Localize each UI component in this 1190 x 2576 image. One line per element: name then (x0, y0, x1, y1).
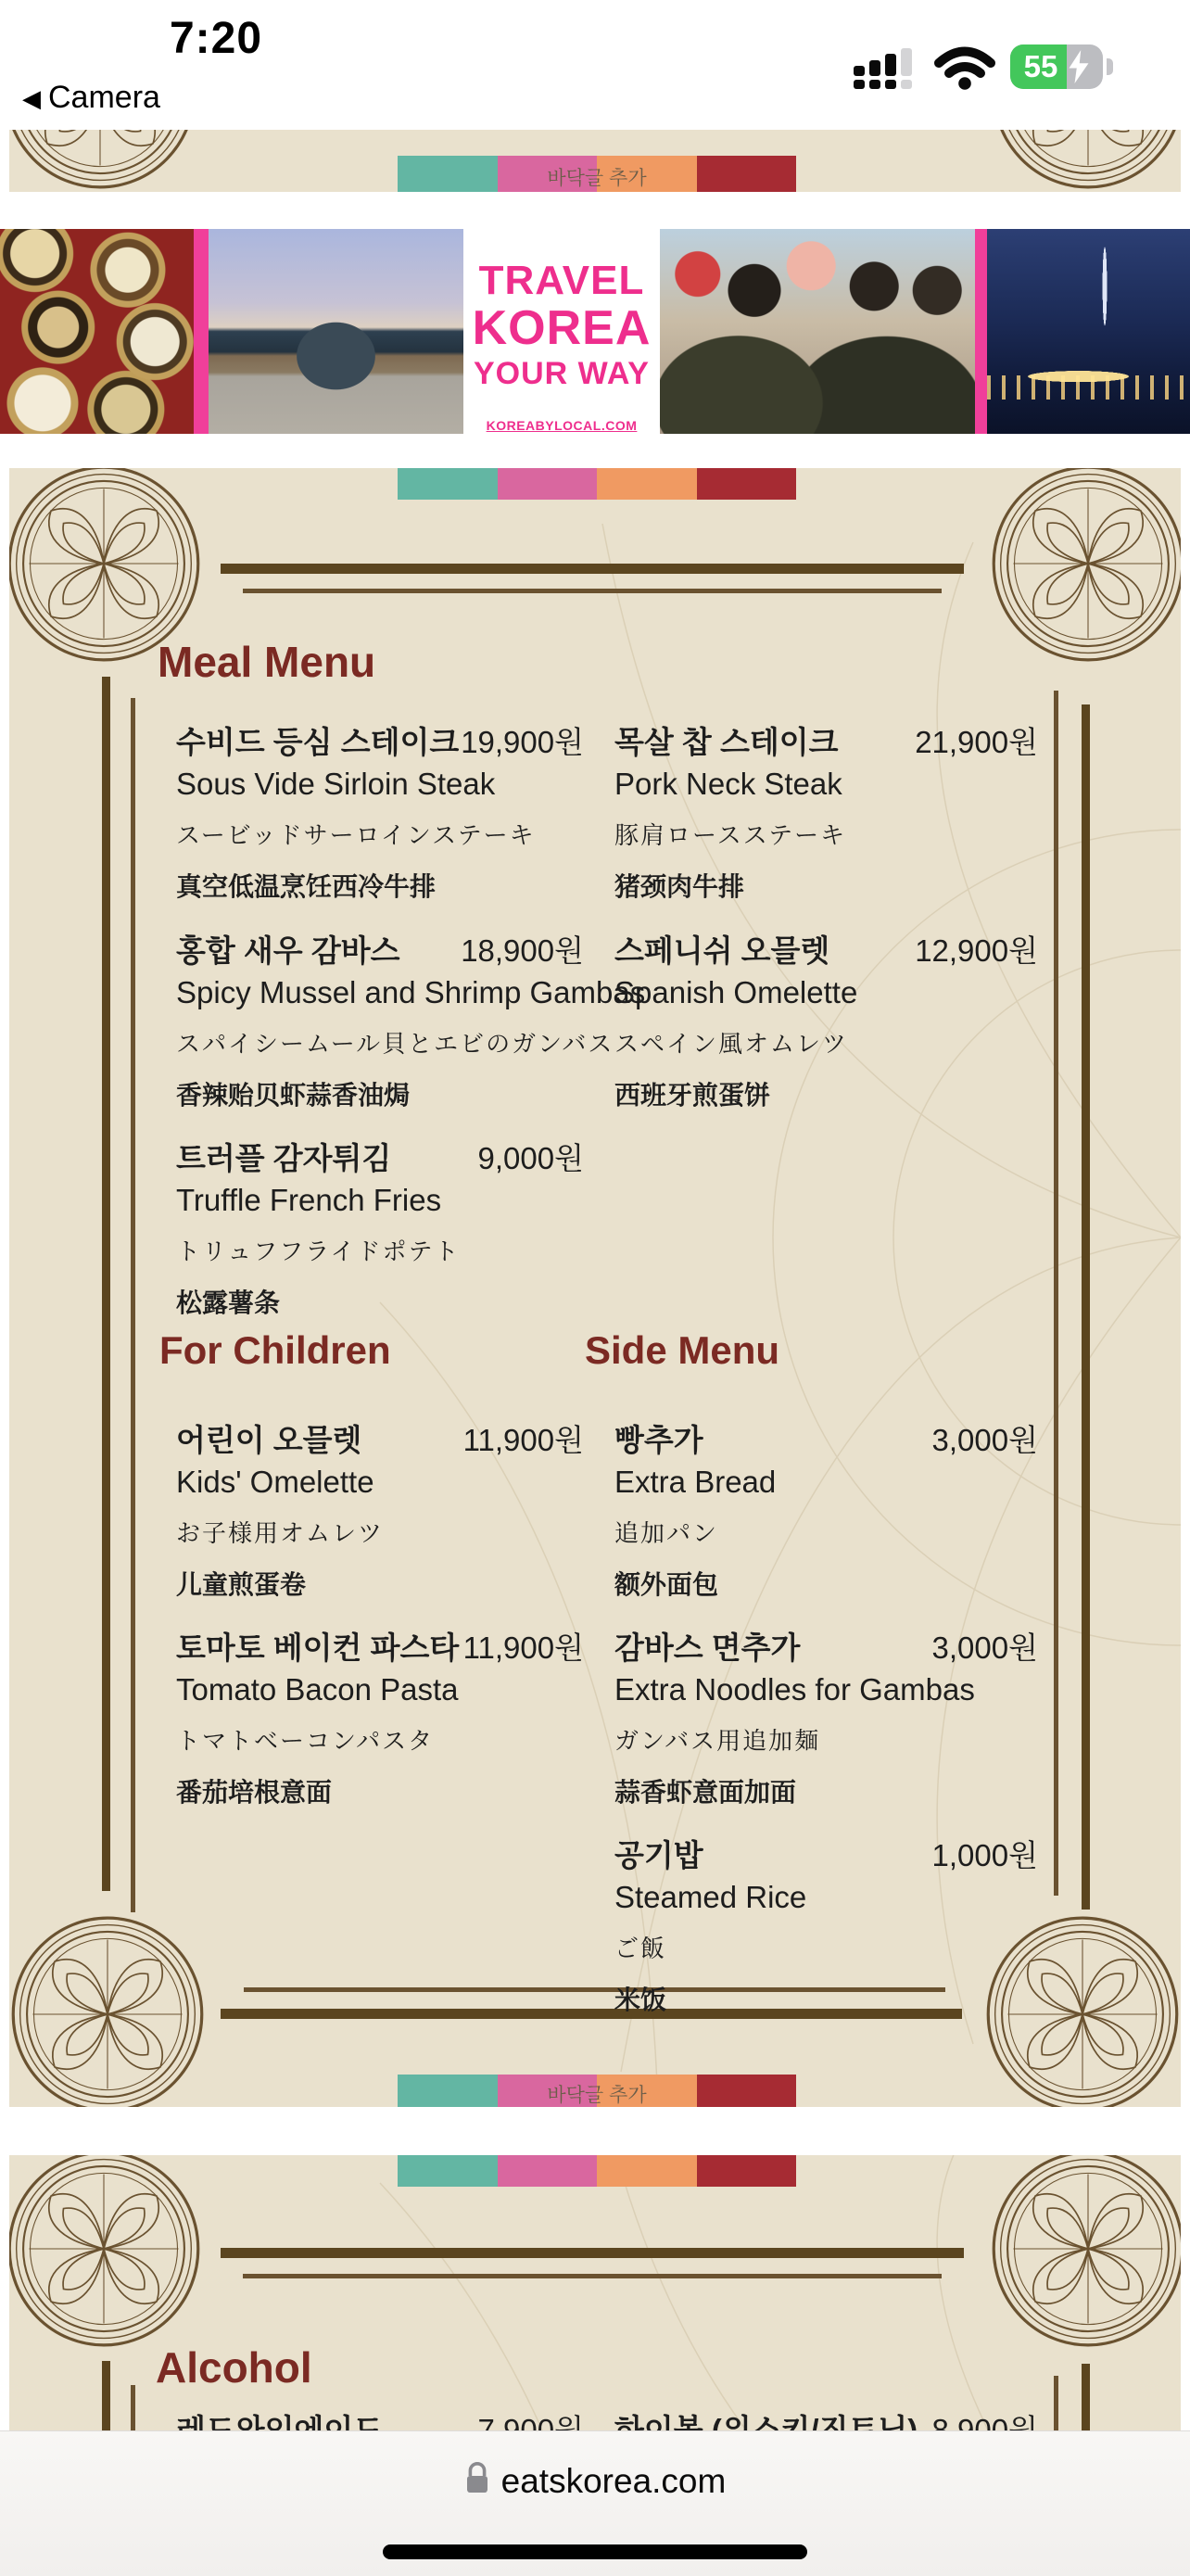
banner-divider (975, 229, 987, 434)
item-name-ja: トマトベーコンパスタ (176, 1728, 435, 1755)
footer-add-label: 바닥글 추가 (547, 2085, 647, 2106)
item-name-ko: 토마토 베이컨 파스타 (176, 1631, 460, 1665)
item-name-ko: 어린이 오믈렛 (176, 1423, 362, 1457)
item-name-zh: 猪颈肉牛排 (614, 873, 745, 902)
item-name-en: Kids' Omelette (176, 1465, 374, 1499)
banner-seoul-skyline-photo (987, 229, 1190, 434)
left-frame-line-thick (102, 677, 110, 1891)
item-price: 3,000원 (931, 1423, 1038, 1457)
menu-item (614, 1624, 1038, 1822)
menu-item (176, 1135, 584, 1333)
left-frame-line-thin (131, 698, 135, 1912)
banner-url[interactable]: KOREABYLOCAL.COM (486, 418, 638, 433)
item-price: 21,900원 (915, 725, 1038, 759)
item-name-ja: トリュフフライドポテト (176, 1238, 461, 1265)
menu-item (614, 718, 1038, 917)
item-name-ko: 스페니쉬 오믈렛 (614, 933, 830, 968)
item-name-en: Spicy Mussel and Shrimp Gambas (176, 975, 646, 1009)
corner-rosette-ornament (990, 2155, 1181, 2347)
corner-rosette-ornament (990, 130, 1181, 189)
back-label: Camera (48, 80, 160, 115)
banner-korean-food-photo (0, 229, 194, 434)
top-rule-thin (243, 589, 942, 593)
item-name-ja: ガンバス用追加麺 (614, 1728, 821, 1755)
item-name-en: Pork Neck Steak (614, 767, 842, 801)
item-name-ko: 수비드 등심 스테이크 (176, 725, 460, 759)
menu-item (614, 1416, 1038, 1615)
menu-item (176, 1416, 584, 1615)
item-name-ja: 追加パン (614, 1520, 719, 1547)
item-price: 11,900원 (462, 1423, 584, 1457)
corner-rosette-ornament (9, 2155, 202, 2347)
menu-item (614, 1832, 1038, 2030)
clock: 7:20 (169, 14, 263, 63)
item-name-en: Truffle French Fries (176, 1183, 442, 1217)
back-triangle-icon: ◀ (22, 83, 41, 112)
travel-korea-ad-banner[interactable] (0, 229, 1190, 434)
item-name-zh: 蒜香虾意面加面 (614, 1779, 797, 1808)
lock-icon (464, 2461, 490, 2501)
item-name-zh: 额外面包 (614, 1571, 719, 1600)
item-price: 1,000원 (931, 1838, 1038, 1872)
item-price: 3,000원 (931, 1631, 1038, 1665)
item-name-zh: 米饭 (614, 1986, 667, 2015)
corner-rosette-ornament (9, 1916, 206, 2107)
battery-tip (1107, 58, 1113, 75)
item-name-en: Tomato Bacon Pasta (176, 1672, 459, 1707)
item-price: 12,900원 (915, 933, 1038, 968)
item-name-ko: 공기밥 (614, 1838, 703, 1872)
right-frame-line-thin (1054, 691, 1058, 1896)
item-name-zh: 真空低温烹饪西冷牛排 (176, 873, 437, 902)
item-name-ko: 빵추가 (614, 1423, 703, 1457)
item-price: 11,900원 (462, 1631, 584, 1665)
right-frame-line-thick (1082, 704, 1090, 1910)
item-name-en: Spanish Omelette (614, 975, 858, 1009)
item-name-zh: 西班牙煎蛋饼 (614, 1082, 771, 1110)
item-name-en: Steamed Rice (614, 1880, 807, 1914)
menu-item (176, 927, 646, 1125)
battery-percent: 55 (1023, 49, 1058, 83)
footer-add-label: 바닥글 추가 (547, 168, 647, 189)
top-rule-thick (221, 564, 964, 574)
top-rule-thin (243, 2274, 942, 2278)
banner-divider (194, 229, 209, 434)
item-name-ja: ご飯 (614, 1935, 667, 1962)
section-heading-meal-menu: Meal Menu (158, 638, 376, 686)
item-name-ko: 트러플 감자튀김 (176, 1141, 392, 1175)
banner-title-line1: TRAVEL (478, 258, 645, 303)
menu-item (176, 718, 584, 917)
banner-title-line2: KOREA (472, 301, 652, 355)
item-price: 19,900원 (461, 725, 584, 759)
cellular-signal-icon (854, 46, 926, 95)
item-name-zh: 香辣贻贝虾蒜香油焗 (176, 1082, 411, 1110)
corner-rosette-ornament (9, 468, 202, 662)
item-name-zh: 儿童煎蛋卷 (176, 1571, 307, 1600)
menu-item (176, 1624, 584, 1822)
url-text[interactable]: eatskorea.com (500, 2461, 727, 2500)
back-to-camera-button[interactable] (22, 80, 160, 116)
item-name-en: Sous Vide Sirloin Steak (176, 767, 496, 801)
wifi-icon (934, 46, 995, 95)
menu-card-top-partial (9, 130, 1181, 192)
palette-strip (398, 2155, 796, 2187)
item-name-ja: スパイシームール貝とエビのガンバス (176, 1031, 614, 1058)
banner-text-panel (463, 229, 660, 434)
item-name-en: Extra Noodles for Gambas (614, 1672, 975, 1707)
item-price: 18,900원 (461, 933, 584, 968)
menu-item (614, 927, 1038, 1125)
item-name-en: Extra Bread (614, 1465, 777, 1499)
item-name-ja: スペイン風オムレツ (614, 1031, 849, 1058)
item-name-ja: お子様用オムレツ (176, 1520, 385, 1547)
item-name-ko: 목살 찹 스테이크 (614, 725, 839, 759)
corner-rosette-ornament (990, 468, 1181, 662)
battery-indicator (1010, 44, 1103, 89)
item-price: 9,000원 (477, 1141, 584, 1175)
item-name-ja: 豚肩ロースステーキ (614, 822, 847, 849)
browser-url-bar[interactable] (0, 2430, 1190, 2576)
section-heading-for-children: For Children (159, 1328, 391, 1372)
menu-card-main (9, 468, 1181, 2107)
palette-strip (398, 468, 796, 500)
corner-rosette-ornament (9, 130, 198, 189)
status-bar (0, 0, 1190, 130)
charging-bolt-icon (1068, 50, 1090, 88)
banner-palace-photo (209, 229, 463, 434)
banner-kpop-group-photo (660, 229, 975, 434)
top-rule-thick (221, 2248, 964, 2258)
item-name-ko: 감바스 면추가 (614, 1631, 801, 1665)
section-heading-alcohol: Alcohol (156, 2343, 312, 2392)
item-name-ko: 홍합 새우 감바스 (176, 933, 400, 968)
item-name-ja: スービッドサーロインステーキ (176, 822, 536, 849)
item-name-zh: 松露薯条 (176, 1289, 281, 1318)
item-name-zh: 番茄培根意面 (176, 1779, 333, 1808)
home-indicator[interactable] (383, 2544, 807, 2559)
banner-title-line3: YOUR WAY (473, 356, 650, 391)
section-heading-side-menu: Side Menu (585, 1328, 780, 1372)
